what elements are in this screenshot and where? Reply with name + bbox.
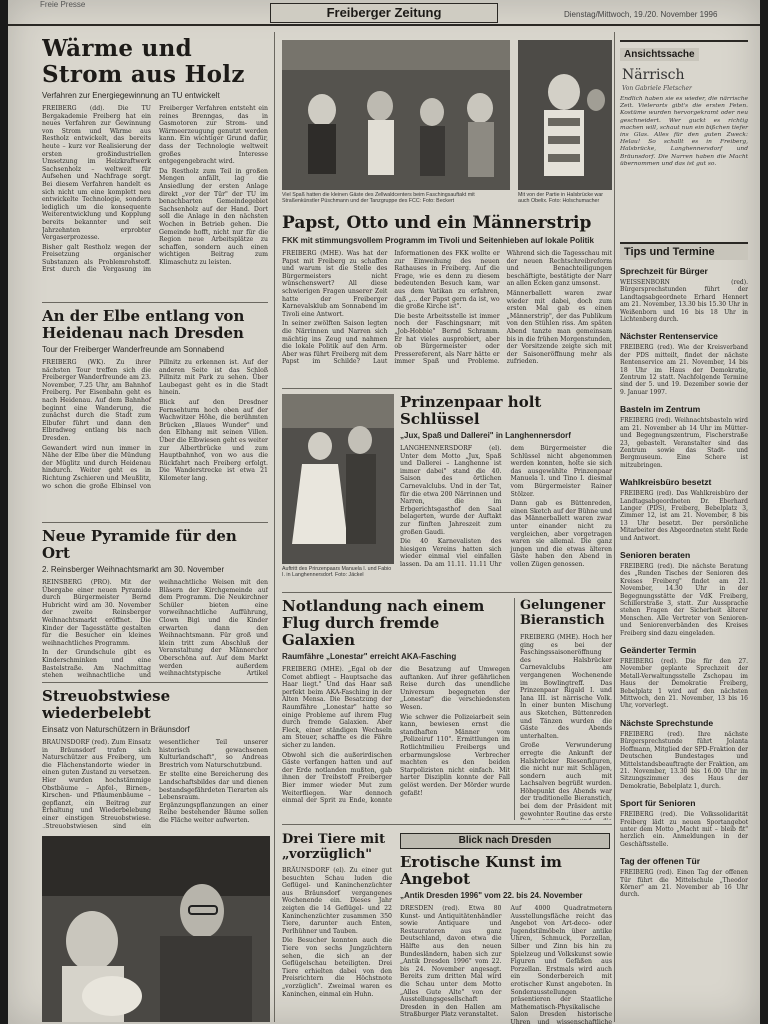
commentary-title: Närrisch xyxy=(622,67,685,83)
tip-text: FREIBERG (red). Ihre nächste Bürgersprechstunde führt Jolanta Hoffmann, Mitglied der SPD-Fraktion der Deutschen Bundestages und Mittelstandsbeauftragte der Fraktion, am 21. November, 13.30 bis 16.00 Uhr im Sitzungszimmer des Haus der Demokratie, Bebelplatz 1, durch. xyxy=(620,730,748,790)
caption-middle: Auftritt des Prinzenpaars Manuela I. und Fabio I. in Langhennersdorf. Foto: Jäckel xyxy=(282,566,392,579)
body-text: FREIBERG (MHE). „Egal ob der Comet abfliegt – Hauptsache das Haar liegt." Und das Haar saß perfekt beim AKA-Fasching in der Alten Mensa. Die Besatzung der Raumfähre „Lonestar" hatte so einige Probleme auf ihrem Flug durch fremde Galaxien. Aber Fleck, einer ständigen Wechseln am Steuer, schaffte es die Fähre sicher zu landen. xyxy=(282,666,392,749)
headline-drei-tiere: Drei Tiere mit „vorzüglich" xyxy=(282,832,386,862)
headline-notlandung: Notlandung nach einem Flug durch fremde Galaxien xyxy=(282,598,485,649)
tip-title: Nächste Sprechstunde xyxy=(620,717,714,728)
tip-title: Basteln im Zentrum xyxy=(620,404,701,415)
article-prinzen xyxy=(400,394,612,584)
photo-poultry-show xyxy=(42,836,270,1022)
tip-title: Senioren beraten xyxy=(620,549,691,560)
article-waerme xyxy=(42,36,268,298)
tip-title: Tag der offenen Tür xyxy=(620,856,701,867)
column-rule xyxy=(614,32,615,1022)
body-text: Blick auf den Dresdner Fernsehturm hoch oben auf der Wachwitzer Höhe, die berühmten Brücken „Blaues Wunder" und den Elbhang mit seinen Villen. Über die Elbwiesen geht es weiter zur Albertbrücke und zum Hauptbahnhof, von wo aus die Rückfahrt nach Freiberg erfolgt. Die Wanderstrecke ist etwa 21 Kilometer lang. xyxy=(159,398,268,482)
article-divider xyxy=(282,592,612,593)
body-text: REINSBERG (PRO). Mit der Übergabe einer neuen Pyramide durch Bürgermeister Bernd Hubricht wird am 30. November der zweite Reinsberger Weihnachtsmarkt eröffnet. Die Kinder der Tagesstätte gestalten für die Besucher ein kleines weihnachtliches Programm. xyxy=(42,579,151,647)
paper-name: Freie Presse xyxy=(40,0,86,9)
body-text: Die 40 Karnevalisten des hiesigen Vereins hatten sich wieder einmal viel einfallen lassen. Da am 11.11. 11.11 Uhr dem Bürgermeister die Schlüssel nicht abgenommen werden konnten, holte sie sich das ausgewählte Prinzenpaar Manuela I. und Tino I. diesmal vom Bürgermeister Rainer Stölzer. xyxy=(400,445,612,568)
article-bieranstich xyxy=(520,598,612,820)
article-divider xyxy=(42,682,268,683)
tip-text: FREIBERG (red). Das Wahlkreisbüro der Landtagsabgeordneten Dr. Eberhard Langer (PDS), Freiberg, Bebelplatz 3, Zimmer 12, ist am 21. November, 8 bis 13 Uhr besetzt. Der persönliche Mitarbeiter des Abgeordneten steht Rede und Antwort. xyxy=(620,490,748,542)
body-text: FREIBERG (dd). Die TU Bergakademie Freiberg hat ein neues Verfahren zur Gewinnung von Strom und Wärme aus Restholz entwickelt, das bereits heute – kurz vor Realisierung der ersten großindustriellen Umsetzung im Heizkraftwerk Sachsenholz – weltweit für Aufsehen und Nachfrage sorgt. Bei diesem Verfahren handelt es sich nicht um eine komplett neu entwickelte Technologie, sondern lediglich um die konsequente Weiterentwicklung und Kopplung bereits bekannter und seit Jahrzehnten erprobter Vergaserprozesse. xyxy=(42,105,151,242)
body-text: Große Verwunderung erregte die Ankunft der Halsbrücker Riesenfiguren, die nicht nur mit Schlägen, sondern auch mit Lachsalven begrüßt wurden. Höhepunkt des Abends war der traditionelle Bieranstich, bei dem der Präsident mit gewohnter Routine das erste xyxy=(520,742,612,818)
body-text: FREIBERG (MHE). Hoch her ging es bei der Faschingssaisoneröffnung des Halsbrücker Carnevalclubs am vergangenen Wochenende im Bowlingtreff. Das Prinzenpaar Rigald I. und Jana III. ist närrische Volk. In einer bunten Mischung aus Sketchen, Büttenreden und Tänzen wurden die Gäste des Abends unterhalten. xyxy=(520,634,612,740)
body-text: Obwohl sich die außerirdischen Gäste verfangen hatten und auf der Erde notlanden mußten, gab ihnen der Treibstoff Freiberger Bier immer wieder Mut zum Weiterfliegen. War dennoch einmal der Sprit zu Ende, konnte die Besatzung auf Umwegen auftanken. Auf ihrer gefährlichen Reise durch das unendliche Universum begegneten der „Lonestar" die verschiedensten Wesen. xyxy=(282,666,510,805)
article-divider xyxy=(42,302,268,303)
subhead-prinzen: „Jux, Spaß und Dallerei" in Langhennersdorf xyxy=(400,431,571,440)
tip-text: FREIBERG (red). Einen Tag der offenen Tür führt die Mittelschule „Theodor Körner" am 21. November ab 16 Uhr durch. xyxy=(620,869,748,899)
tip-text: FREIBERG (red). Die Volkssolidarität Freiberg lädt zu neuen Sportangebot unter dem Motto „Macht mit – bleib fit" herzlich ein. Anmeldungen in der Geschäftsstelle. xyxy=(620,811,748,848)
photo-prinzenpaar xyxy=(282,394,394,564)
subhead-erotische-kunst: „Antik Dresden 1996" vom 22. bis 24. November xyxy=(400,891,583,900)
tip-title: Nächster Rentenservice xyxy=(620,331,718,342)
subhead-streuobst: Einsatz von Naturschützern in Bräunsdorf xyxy=(42,725,190,734)
body-text: Da Restholz zum Teil in großen Mengen anfällt, lag die Ansiedlung der ersten Anlage direkt „vor der Tür" der TU im benachbarten Gemeindegebiet Sachsenholz auf der Hand. Dort soll die Anlage in den nächsten Wochen in Betrieb gehen. Die Gemeinde hofft, nicht nur für die Region neue Arbeitsplätze zu schaffen, sondern auch einen wichtigen Beitrag zum Klimaschutz zu leisten. xyxy=(159,167,268,266)
headline-elbe: An der Elbe entlang von Heidenau nach Dresden xyxy=(42,308,245,342)
tip-text: FREIBERG (red). Die nächste Beratung des „Runden Tisches der Senioren des Kreises Freiberg" findet am 21. November, 14.30 Uhr in der Begegnungsstätte der VdK Freiberg, Schillerstraße 3, statt. Zur Aussprache stehen Fragen der Sicherheit älterer Menschen. Alle Vertreter von Senioren- und Seniorenverbänden des Kreises Freiberg sind dazu eingeladen. xyxy=(620,562,748,637)
section-title: Freiberger Zeitung xyxy=(270,3,498,23)
article-divider xyxy=(42,522,268,523)
column-rule xyxy=(274,32,275,1022)
article-elbe xyxy=(42,308,268,518)
masthead xyxy=(8,0,760,26)
body-text: DRESDEN (red). Etwa 80 Kunst- und Antiquitätenhändler sowie Antiquare und Restauratoren aus ganz Deutschland, davon etwa die Hälfte aus den neuen Bundesländern, haben sich zur „Antik Dresden 1996" vom 22. bis 24. November angesagt. Bereits zum dritten Mal wird die Schau unter dem Motto „Alles Gute Alte" von der Ausstellungsgesellschaft Dresden in den Hallen am Straßburger Platz veranstaltet. xyxy=(400,905,502,1019)
body-text: Bisher galt Restholz wegen der Freisetzung organischer Substanzen als Problemrohstoff. Erst durch die Vergasung im Freiberger Verfahren entsteht ein reines Brenngas, das in Gasmotoren zur Strom- und Wärmeerzeugung genutzt werden kann. Ein wichtiger Grund dafür, dass der Technologie weltweit großes Interesse entgegengebracht wird. xyxy=(42,105,268,274)
caption-top-left: Viel Spaß hatten die kleinen Gäste des Zellwaldcenters beim Faschingsauftakt mit Straßenkünstler Püschmann und der Tanzgruppe des FCC: Foto: Beckert xyxy=(282,192,475,205)
body-text: LANGHENNERSDORF (el). Unter dem Motto „Jux, Spaß und Dallerei – Langhenne ist immer dabei" stand die 40. Saison des örtlichen Carnevalclubs. Und in der Tat, für die etwa 200 Närrinnen und Narren, die im Erbgerichtsgasthof den Saal belagerten, wurde der Auftakt zur fünften Jahreszeit zum großen Gaudi. xyxy=(400,445,502,536)
body-text: FREIBERG (WK). Zu ihrer nächsten Tour treffen sich die Freiberger Wanderfreunde am 23. November, 7.25 Uhr, am Bahnhof Freiberg. Per Eisenbahn geht es nach Heidenau. Auf dem Bahnhof beginnt eine Wanderung, die zunächst durch die Stadt zum Elbufer führt und dann den Elbradweg entlang bis nach Dresden. xyxy=(42,359,151,442)
tip-text: WEISSENBORN (red). Bürgersprechstunden führt der Landtagsabgeordnete Erhard Hennert am 21. November, 13.30 bis 15.30 Uhr in Weißenborn und 16 bis 18 Uhr in Lichtenberg durch. xyxy=(620,279,748,324)
headline-waerme: Wärme und Strom aus Holz xyxy=(42,36,245,88)
subhead-papst: FKK mit stimmungsvollem Programm im Tivoli und Seitenhieben auf lokale Politik xyxy=(282,236,594,245)
article-divider xyxy=(282,388,612,389)
tip-title: Geänderter Termin xyxy=(620,645,697,656)
commentary-box xyxy=(620,40,748,208)
headline-papst: Papst, Otto und ein Männerstrip xyxy=(282,214,592,233)
caption-top-right: Mit von der Partie in Halsbrücke war auch Obelix. Foto: Holschumacher xyxy=(518,192,604,205)
tip-title: Wahlkreisbüro besetzt xyxy=(620,477,712,488)
article-drei-tiere xyxy=(282,832,392,1024)
headline-streuobst: Streuobstwiese wiederbelebt xyxy=(42,688,171,722)
body-text: Die Besucher konnten auch die Tiere von sechs Jungzüchtern sehen, die sich an der Geflügelschau beteiligten. Drei Tiere erhielten dabei von den Preisrichtern die Höchstnote „vorzüglich". Zweimal waren es Kaninchen, einmal ein Huhn. xyxy=(282,937,392,998)
body-text: In der Grundschule gibt es Kinderschminken und eine Bastelstraße. Am Nachmittag stehen weihnachtliche und weihnachtliche Weisen mit den Bläsern der Kirchgemeinde auf dem Programm. Die Neukirchner Schüler bieten eine vorweihnachtliche Aufführung, Clown Bigi und die Kinder erwarten dann den Weihnachtsmann. Für groß und klein tritt zum Abschluß der Veranstaltung der Männerchor Oberschöna auf. Auf dem Markt werden außerdem weihnachtstypische Artikel xyxy=(42,579,268,678)
article-notlandung xyxy=(282,598,510,818)
tip-text: FREIBERG (red). Wie der Kreisverband der PDS mitteilt, findet der nächste Rentenservice am 21. November, 14 bis 18 Uhr im Haus der Demokratie, Zentrum 12 statt. Nachfolgende Termine sind der 5. und 19. Dezember sowie der 9. Januar 1997. xyxy=(620,344,748,396)
commentary-text: Endlich haben sie es wieder, die närrische Zeit. Vielerorts gibt's die ersten Feten. Kostüme wurden hervorgekramt oder neu geschneidert. Wer guckt es richtig machen will, schaut nun ein bißchen tiefer ins Glas. Alles für den guten Zweck: Helau! So schallt es in Freiberg, Halsbrücke, Langhennersdorf und Bräunsdorf. Die Narren haben die Macht übernommen und das ist gut so. xyxy=(620,96,748,167)
body-text: BRÄUNSDORF (el). Zu einer gut besuchten Schau luden die Geflügel- und Kaninchenzüchter aus Bräunsdorf vergangenes Wochenende ein. Dieses Jahr zeigten die 14 Geflügel- und 22 Kaninchenzüchter zusammen 350 Tiere, darunter auch Enten, Perlhühner und Tauben. xyxy=(282,867,392,935)
body-text: Wie schwer die Polizeiarbeit sein kann, bewiesen ernst die standhaften Männer vom „Polizeiruf 110". Ermittlungen im Rotlichtmilieu Freibergs und erbarmungslose Verbrecher machten es den beiden Starpolizisten nicht einfach. Mit harter Disziplin konnte der Fall gelöst werden. Der Mörder wurde gefaßt! xyxy=(400,713,510,797)
column-rule xyxy=(514,598,515,820)
article-papst xyxy=(282,214,612,384)
article-erotische-kunst xyxy=(400,854,612,1024)
article-pyramide xyxy=(42,528,268,678)
photo-carnival-kids xyxy=(282,40,510,190)
issue-date: Dienstag/Mittwoch, 19./20. November 1996 xyxy=(564,10,718,19)
subhead-pyramide: 2. Reinsberger Weihnachtsmarkt am 30. November xyxy=(42,565,225,574)
body-text: Auf 4000 Quadratmetern Ausstellungsfläche reicht das Angebot von Art-deco- oder Jugendstilmöbeln über antike Uhren, Schmuck, Porzellan, Silber und Zinn bis hin zu Spielzeug und Volkskunst sowie Figuren und Gefäßen aus Porzellan. Erstmals wird auch ein Sonderbereich mit erotischer Kunst angeboten. In Sonderausstellungen präsentieren der Staatliche Mathematisch-Physikalische Salon Dresden historische Uhren und wissenschaftliche xyxy=(510,905,612,1024)
headline-erotische-kunst: Erotische Kunst im Angebot xyxy=(400,854,562,888)
commentary-author: Von Gabriele Fletscher xyxy=(622,85,692,92)
tips-header: Tips und Termine xyxy=(620,242,748,260)
article-divider xyxy=(282,824,612,825)
newspaper-page xyxy=(8,0,760,1024)
subhead-waerme: Verfahren zur Energiegewinnung an TU entwickelt xyxy=(42,91,220,100)
tip-title: Sport für Senioren xyxy=(620,798,696,809)
article-streuobst xyxy=(42,688,268,828)
headline-prinzen: Prinzenpaar holt Schlüssel xyxy=(400,394,542,428)
body-text: Dann gab es Büttenreden, einen Sketch auf der Bühne und das Männerballett waren zwar unter einander nicht zu vergleichen, aber vorgetragen waren sie allemal. Die ganz jungen und die etwas älteren Gäste haben den Abend in vollen Zügen genossen. xyxy=(510,500,612,568)
tip-text: FREIBERG (red). Weihnachtsbasteln wird am 21. November ab 14 Uhr im Mütter- und Begegnungszentrum, Fischerstraße 23, gebastelt. Veranstalter sind das Zentrum sowie das Stadt- und Bergmuseum. Eine Schere ist mitzubringen. xyxy=(620,417,748,469)
tip-text: FREIBERG (red). Die für den 27. November geplante Sprechzeit der Metall-Verwaltungsstelle Zschopau im Haus der Demokratie Freiberg, Bebelplatz 1 wird auf den nächsten Mittwoch, den 21. November, 13 bis 16 Uhr, vorverlegt. xyxy=(620,658,748,710)
subhead-elbe: Tour der Freiberger Wanderfreunde am Sonnabend xyxy=(42,345,225,354)
tip-title: Sprechzeit für Bürger xyxy=(620,266,708,276)
subhead-notlandung: Raumfähre „Lonestar" erreicht AKA-Fasching xyxy=(282,652,457,661)
headline-bieranstich: Gelungener Bieranstich xyxy=(520,598,606,628)
photo-obelix xyxy=(518,40,612,190)
body-text: FREIBERG (MHE). Was hat der Papst mit Freiberg zu schaffen und warum ist die Stelle des Bürgermeisters nicht wünschenswert? All diese schwierigen Fragen unserer Zeit hatte der Freiberger Karnevalsklub am Sonnabend im Tivoli eine Antwort. xyxy=(282,250,388,318)
body-text: BRÄUNSDORF (red). Zum Einsatz in Bräunsdorf trafen sich Naturschützer aus Freiberg, um die Flächenstandorte wieder in einen guten Zustand zu versetzen. Hier wurden hochstämmige Obstbäume – Apfel-, Birnen-, Kirschen- und Pflaumenbäume – gepflanzt, ein Beitrag zur Erhaltung und Wiederbelebung einer einstigen Streuobstwiese. „Streuobstwiesen sind ein wesentlicher Teil unserer historisch gewachsenen Kulturlandschaft", so Andreas Brestrich vom Naturschutzbund. xyxy=(42,739,268,828)
headline-pyramide: Neue Pyramide für den Ort xyxy=(42,528,237,562)
body-text: Männerballett waren zwar wieder mit dabei, doch zum ersten Mal gab es einen „Männerstrip", der das Publikum von den Stühlen riss. Am späten Abend tanzte man gemeinsam bis in die frühen Morgenstunden, der Vorsitzende zeigte sich mit der Saisoneröffnung mehr als zufrieden. xyxy=(506,289,612,366)
body-text: Die beste Arbeitsstelle ist immer noch der Faschingsnarr, mit „Job-Hobbie" Bernd Schramm. Er hat vieles ausprobiert, aber ob Bürgermeister oder Pressereferent, als Narr hätte er immer Spaß und Probleme. Während sich die Tagesschau mit der neuen Rechtschreibreform und Benachteiligungen beschäftigte, bestätigte der Narr an allen Ecken ganz umsonst. xyxy=(394,250,612,366)
section-label-blick: Blick nach Dresden xyxy=(400,833,610,849)
body-text: Er stellte eine Bereicherung des Landschaftsbildes dar und dienen bestandsgefährdeten Tierarten als Lebensraum. Ergänzungspflanzungen an einer Reihe bestehender Bäume sollen die Fläche weiter aufwerten. xyxy=(159,771,268,824)
tips-list xyxy=(620,266,748,1024)
body-text: In seiner zwölften Saison legten die Närrinnen und Narren sich mächtig ins Zeug und nahmen die lokale Politik auf den Arm. Aber was führt Freiberg mit dem Papst im Schilde? Laut Informationen des FKK wollte er zur Einweihung des neuen Rathauses in Freiberg. Auf die Frage, wie es denn zu diesem bedeutenden Besuch kam, war aus dem Vatikan zu erfahren, daß „... der Papst gern da ist, wo die große Kirche ist". xyxy=(282,250,500,366)
body-text: Gewandert wird nun immer in Nähe der Elbe über die Mündung der Müglitz und durch Heidenau hindurch. Weiter geht es in Richtung Zschieren und Meußlitz, wo schon die große Elbinsel von Pillnitz zu erkennen ist. Auf der anderen Seite ist das Schloß Pillnitz mit Park zu sehen. Über Laubegast geht es in die Stadt hinein. xyxy=(42,359,268,490)
commentary-label: Ansichtssache xyxy=(620,48,699,61)
